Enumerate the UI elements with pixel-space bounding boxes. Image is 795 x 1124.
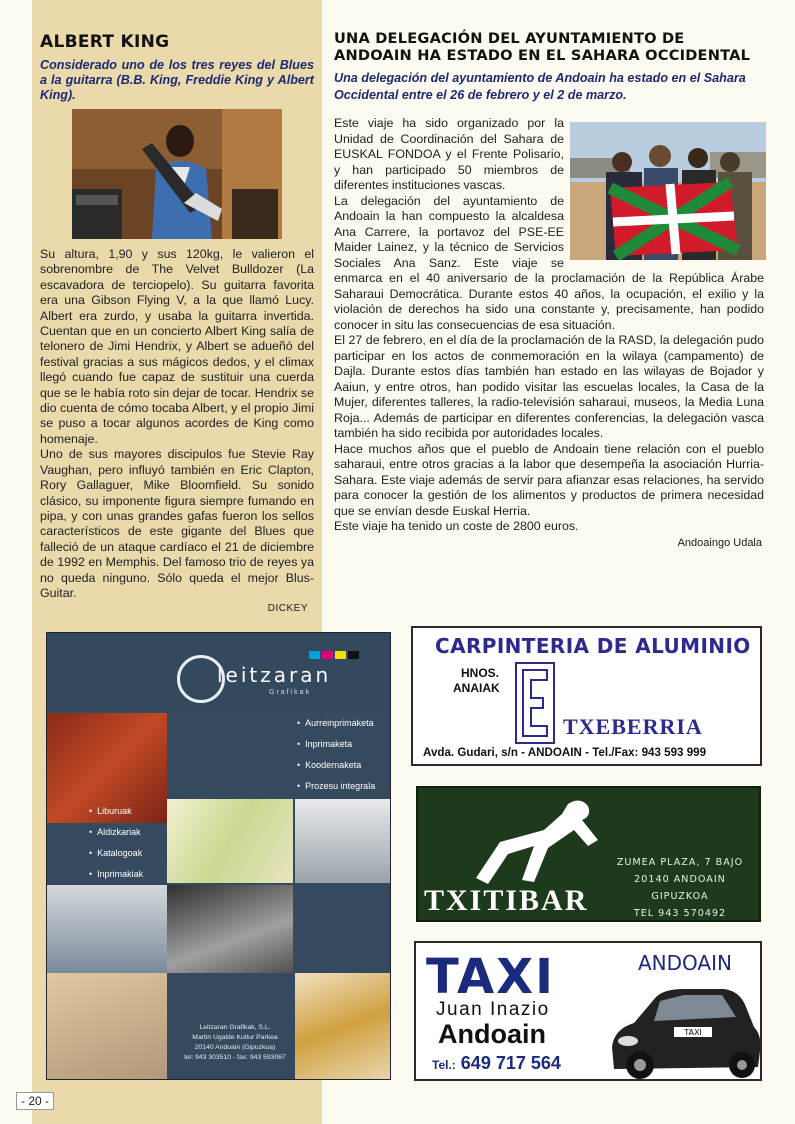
worker-image: [295, 799, 391, 883]
service-item: • Aurreinprimaketa: [297, 713, 375, 734]
ad-txitibar: [416, 786, 761, 922]
article-title: ALBERT KING: [40, 32, 170, 52]
article-albert-king: [40, 32, 314, 614]
ad-address: Avda. Gudari, s/n - ANDOAIN - Tel./Fax: 943 593 999: [423, 746, 707, 759]
service-item: • Prozesu integrala: [297, 776, 375, 797]
e-logo-icon: [515, 662, 555, 744]
address-line: 20140 ANDOAIN: [634, 874, 726, 885]
article-paragraph: Hace muchos años que el pueblo de Andoain tiene relación con el pueblo saharaui, entre otros gracias a la labor que desempeña la asociación Hurria-Sahara. Este viaje además de servir para afianzar esas relaciones, ha servido para conocer la gestión de los alimentos y productos de primera necesidad que se envían desde Euskal Herria.: [334, 441, 764, 518]
ad-company-name: TXITIBAR: [424, 884, 589, 917]
car-icon: [604, 977, 762, 1081]
anaiak-label: ANAIAK: [453, 681, 500, 695]
article-signature: DICKEY: [267, 603, 308, 615]
delegation-photo: [570, 122, 766, 260]
ad-taxi: [414, 941, 762, 1081]
article-paragraph: La delegación del ayuntamiento de Andoain la han compuesto la alcaldesa Ana Carrere, la portavoz del PSE-EE Maider Lainez, y la técnico de Servicios Sociales Ana Sanz. Este viaje se enmarca en el 40 aniversario de la proclamación de la República Árabe Saharaui Democrática. Durante estos 40 años, la ocupación, el exilio y la violación de derechos ha sido una constante y, precisamente, han podido conocer in situ las consecuencias de esa situación.: [334, 193, 764, 332]
service-item: • Inprimaketa: [297, 734, 375, 755]
page-number: - 20 -: [16, 1092, 54, 1110]
ad-brothers-label: [453, 666, 500, 696]
article-subtitle: Una delegación del ayuntamiento de Andoain ha estado en el Sahara Occidental entre el 26 de febrero y el 2 de marzo.: [334, 71, 746, 102]
address-line: TEL 943 570492: [633, 908, 727, 919]
logo-subtext: Grafikak: [269, 689, 312, 696]
address-line: GIPUZKOA: [651, 891, 709, 902]
e-logo-shape: [517, 664, 553, 742]
service-item: • Liburuak: [89, 801, 143, 822]
contact-line: 20140 Andoain (Gipuzkoa): [194, 1044, 276, 1051]
logo-text: leitzaran: [217, 663, 332, 687]
services-list-left: [89, 801, 143, 885]
article-paragraph: Su altura, 1,90 y sus 120kg, le valieron el sobrenombre de The Velvet Bulldozer (La escavadora de terciopelo). Su guitarra favorita era una Gibson Flying V, a la que llamó Lucy. Albert era zurdo, y usaba la guitarra invertida. Cuentan que en un concierto Albert King salía de telonero de Jimi Hendrix, y Albert se adueñó del festival gracias a sus mágicos dedos, y el climax llegó cuando fue capaz de sustituir una cuerda que se le había roto sin dejar de tocar. Hendrix se dio cuenta de cómo tocaba Albert, y el propio Jimi se puso a tocar algunos acordes de King como homenaje.: [40, 247, 314, 446]
delegation-photo-illustration: [570, 122, 766, 260]
contact-line: Martin Ugalde Kultur Parkea: [192, 1034, 278, 1041]
car-sign-text: TAXI: [684, 1028, 702, 1037]
ad-header: [47, 633, 390, 709]
paper-image: [47, 973, 167, 1080]
contact-line: Leitzaran Grafikak, S.L.: [199, 1024, 271, 1031]
phone-label: Tel.:: [432, 1058, 456, 1072]
article-signature: Andoaingo Udala: [677, 536, 762, 549]
service-item: • Inprimakiak: [89, 864, 143, 885]
color-bars-icon: [309, 651, 359, 659]
phone-number: 649 717 564: [460, 1053, 561, 1073]
machine-image: [47, 885, 167, 973]
address-line: ZUMEA PLAZA, 7 BAJO: [616, 857, 744, 868]
contact-line: tel: 943 303510 - fax: 943 593067: [184, 1054, 286, 1061]
article-body: [40, 247, 314, 601]
taxi-owner: Juan Inazio: [436, 999, 550, 1020]
ad-company-name: TXEBERRIA: [563, 714, 703, 739]
ad-contact: [175, 1023, 295, 1063]
article-sahara-delegation: [334, 30, 764, 549]
article-paragraph: Este viaje ha tenido un coste de 2800 euros.: [334, 519, 579, 533]
ad-leitzaran-grafikak: [46, 632, 391, 1080]
hnos-label: HNOS.: [461, 666, 500, 680]
service-item: • Katalogoak: [89, 843, 143, 864]
taxi-location: ANDOAIN: [638, 951, 732, 975]
ad-title: CARPINTERIA DE ALUMINIO: [435, 634, 751, 658]
ad-carpinteria: [411, 626, 762, 766]
article-subtitle: Considerado uno de los tres reyes del Blues a la guitarra (B.B. King, Freddie King y Albert King).: [40, 58, 314, 102]
article-paragraph: El 27 de febrero, en el día de la proclamación de la RASD, la delegación pudo participar en los actos de conmemoración en la wilaya (campamento) de Dajla. Durante estos días también han estado en las wilayas de Bojador y Aaiun, y entre otros, han podido visitar las escuelas locales, la Casa de la Mujer, diferentes talleres, la radio-televisión saharaui, museos, la Media Luna Roja... Además de participar en diferentes conferencias, la delegación vasca también ha sido recibida por autoridades locales.: [334, 333, 764, 440]
ad-address: [610, 854, 750, 922]
press-image: [167, 799, 293, 883]
article-paragraph: Uno de sus mayores discipulos fue Stevie Ray Vaughan, pero influyó también en Eric Clapton, Rory Gallaguer, Mike Bloomfield. Su sonido clásico, su imponente figura siempre fumando en pipa, y con unas grandes gafas fueron los sellos característicos de este gigante del Blues que falleció de un ataque cardíaco el 21 de diciembre de 1992 en Memphis. Del famoso trio de reyes ya no queda ninguno. Sólo queda el mejor Blus-Guitar.: [40, 447, 314, 600]
taxi-city: Andoain: [438, 1019, 546, 1049]
article-title: UNA DELEGACIÓN DEL AYUNTAMIENTO DE ANDOAIN HA ESTADO EN EL SAHARA OCCIDENTAL: [334, 30, 751, 64]
albert-king-photo: [72, 109, 282, 239]
article-paragraph: Este viaje ha sido organizado por la Unidad de Coordinación del Sahara de EUSKAL FONDOA y el Frente Polisario, y han participado 50 miembros de diferentes instituciones vascas.: [334, 116, 564, 192]
taxi-title: TAXI: [426, 949, 556, 1005]
albert-king-photo-illustration: [72, 109, 282, 239]
printing-image: [167, 885, 293, 973]
service-item: • Koodernaketa: [297, 755, 375, 776]
services-list-right: [297, 713, 375, 797]
service-item: • Aldizkariak: [89, 822, 143, 843]
taxi-phone: [432, 1053, 561, 1074]
books-image: [295, 973, 391, 1080]
